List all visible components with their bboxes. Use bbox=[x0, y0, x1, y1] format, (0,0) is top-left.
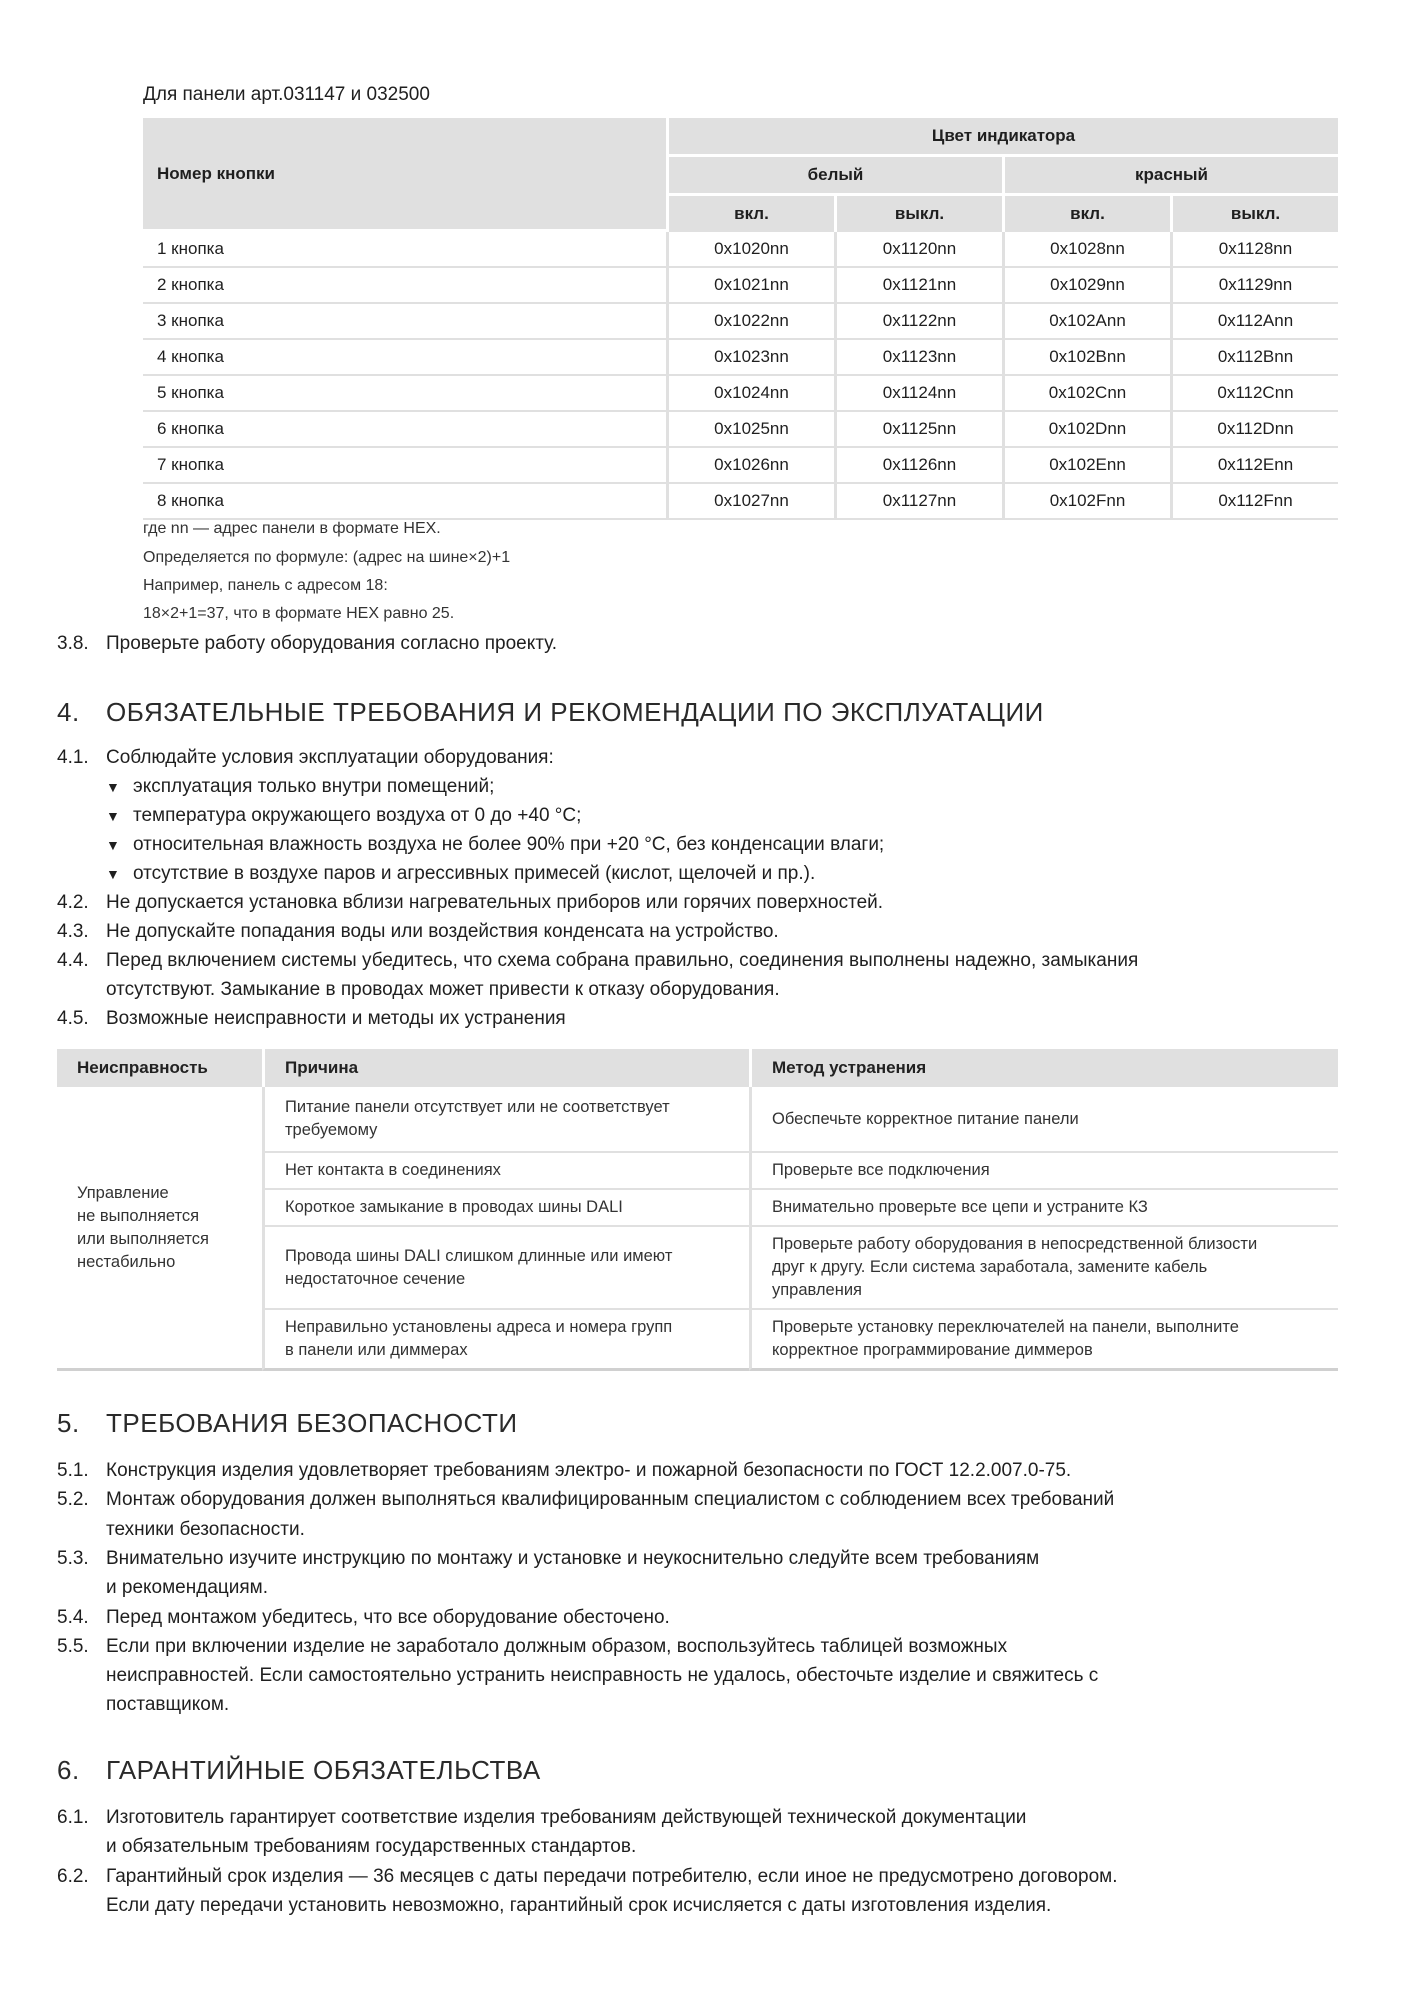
item-number: 4.2. bbox=[57, 892, 89, 913]
item-text: Если дату передачи установить невозможно, гарантийный срок исчисляется с даты изготовления изделия. bbox=[106, 1894, 1052, 1916]
item-text: Возможные неисправности и методы их устранения bbox=[106, 1008, 566, 1029]
item-number: 5.4. bbox=[57, 1606, 89, 1628]
fix-line: Внимательно проверьте все цепи и устраните КЗ bbox=[772, 1198, 1148, 1216]
cause-line: в панели или диммерах bbox=[285, 1341, 468, 1359]
code-red-off: 0x112Cnn bbox=[1170, 376, 1338, 412]
item-text: Если при включении изделие не заработало должным образом, воспользуйтесь таблицей возможных bbox=[106, 1635, 1008, 1657]
button-label: 8 кнопка bbox=[143, 484, 666, 520]
triangle-bullet-icon: ▼ bbox=[106, 808, 120, 824]
fix-line: Проверьте все подключения bbox=[772, 1161, 990, 1179]
section-6-heading bbox=[57, 1755, 1157, 1789]
header-white: белый bbox=[666, 157, 1002, 196]
header-button-number: Номер кнопки bbox=[143, 118, 666, 232]
triangle-bullet-icon: ▼ bbox=[106, 866, 120, 882]
note-line: Например, панель с адресом 18: bbox=[143, 577, 388, 594]
fault-cause bbox=[262, 1227, 749, 1310]
table-row bbox=[143, 376, 1338, 412]
code-white-off: 0x1123nn bbox=[834, 340, 1002, 376]
header-indicator-color: Цвет индикатора bbox=[666, 118, 1338, 157]
button-label: 6 кнопка bbox=[143, 412, 666, 448]
cause-line: Неправильно установлены адреса и номера групп bbox=[285, 1318, 673, 1336]
code-red-off: 0x1128nn bbox=[1170, 232, 1338, 268]
code-red-off: 0x112Bnn bbox=[1170, 340, 1338, 376]
table-row bbox=[143, 340, 1338, 376]
button-label: 7 кнопка bbox=[143, 448, 666, 484]
cause-line: Провода шины DALI слишком длинные или имеют bbox=[285, 1246, 673, 1265]
button-label: 1 кнопка bbox=[143, 232, 666, 268]
fault-fix bbox=[749, 1190, 1338, 1227]
item-number: 4.4. bbox=[57, 950, 89, 971]
code-red-off: 0x112Dnn bbox=[1170, 412, 1338, 448]
code-red-off: 0x112Enn bbox=[1170, 448, 1338, 484]
numbered-item bbox=[0, 1489, 1410, 1515]
bullet-item bbox=[0, 805, 1410, 831]
code-red-off: 0x112Fnn bbox=[1170, 484, 1338, 520]
code-white-on: 0x1021nn bbox=[666, 268, 834, 304]
numbered-item-continued bbox=[0, 1577, 1410, 1603]
item-number: 4.1. bbox=[57, 747, 89, 768]
item-number: 6.2. bbox=[57, 1865, 89, 1887]
section-5-heading bbox=[57, 1408, 1157, 1442]
code-white-off: 0x1122nn bbox=[834, 304, 1002, 340]
bullet-item bbox=[0, 834, 1410, 860]
code-white-off: 0x1127nn bbox=[834, 484, 1002, 520]
item-number: 4.3. bbox=[57, 921, 89, 942]
header-fault: Неисправность bbox=[57, 1049, 262, 1087]
fault-fix bbox=[749, 1227, 1338, 1310]
cause-line: требуемому bbox=[285, 1121, 378, 1139]
bullet-item bbox=[0, 776, 1410, 802]
numbered-item bbox=[0, 1807, 1410, 1833]
fix-line: управления bbox=[772, 1281, 862, 1299]
triangle-bullet-icon: ▼ bbox=[106, 779, 120, 795]
fault-cause bbox=[262, 1087, 749, 1153]
symptom-line: нестабильно bbox=[77, 1252, 176, 1271]
item-text: Конструкция изделия удовлетворяет требованиям электро- и пожарной безопасности по ГОСТ 12.2.007.0-75. bbox=[106, 1460, 1072, 1481]
item-text: Проверьте работу оборудования согласно проекту. bbox=[106, 633, 558, 654]
code-white-off: 0x1121nn bbox=[834, 268, 1002, 304]
header-red: красный bbox=[1002, 157, 1338, 196]
code-red-on: 0x102Ann bbox=[1002, 304, 1170, 340]
code-white-off: 0x1120nn bbox=[834, 232, 1002, 268]
fix-line: друг к другу. Если система заработала, замените кабель bbox=[772, 1258, 1208, 1276]
bullet-text: эксплуатация только внутри помещений; bbox=[133, 776, 495, 797]
section-title: ТРЕБОВАНИЯ БЕЗОПАСНОСТИ bbox=[106, 1408, 518, 1438]
item-4-4 bbox=[0, 950, 1410, 976]
symptom-line: не выполняется bbox=[77, 1206, 200, 1225]
code-red-on: 0x102Fnn bbox=[1002, 484, 1170, 520]
item-text: неисправностей. Если самостоятельно устранить неисправность не удалось, обесточьте изделие и свяжитесь с bbox=[106, 1665, 1099, 1687]
fault-fix bbox=[749, 1310, 1338, 1371]
fault-cause bbox=[262, 1190, 749, 1227]
section-number: 5. bbox=[57, 1408, 80, 1438]
fault-cause bbox=[262, 1153, 749, 1190]
numbered-item bbox=[0, 1460, 1410, 1486]
item-number: 3.8. bbox=[57, 633, 89, 654]
item-text: поставщиком. bbox=[106, 1694, 230, 1716]
code-red-on: 0x102Dnn bbox=[1002, 412, 1170, 448]
item-text: Монтаж оборудования должен выполняться квалифицированным специалистом с соблюдением всех требований bbox=[106, 1489, 1115, 1511]
section-number: 4. bbox=[57, 697, 80, 727]
item-4-5 bbox=[0, 1008, 1410, 1034]
numbered-item-continued bbox=[0, 1665, 1410, 1691]
fix-line: Проверьте работу оборудования в непосредственной близости bbox=[772, 1235, 1258, 1253]
button-label: 4 кнопка bbox=[143, 340, 666, 376]
table-row bbox=[143, 232, 1338, 268]
code-white-off: 0x1126nn bbox=[834, 448, 1002, 484]
table-row bbox=[143, 412, 1338, 448]
code-red-off: 0x112Ann bbox=[1170, 304, 1338, 340]
item-number: 5.3. bbox=[57, 1547, 89, 1569]
item-text: Внимательно изучите инструкцию по монтажу и установке и неукоснительно следуйте всем требованиям bbox=[106, 1547, 1040, 1569]
item-text: Изготовитель гарантирует соответствие изделия требованиям действующей технической документации bbox=[106, 1807, 1027, 1828]
note-line: где nn — адрес панели в формате HEX. bbox=[143, 520, 441, 537]
cause-line: Питание панели отсутствует или не соответствует bbox=[285, 1098, 670, 1116]
bullet-text: температура окружающего воздуха от 0 до +40 °С; bbox=[133, 805, 582, 826]
fault-fix bbox=[749, 1087, 1338, 1153]
symptom-line: Управление bbox=[77, 1183, 169, 1202]
section-number: 6. bbox=[57, 1755, 80, 1785]
fault-fix bbox=[749, 1153, 1338, 1190]
code-white-on: 0x1026nn bbox=[666, 448, 834, 484]
fix-line: Проверьте установку переключателей на панели, выполните bbox=[772, 1318, 1239, 1336]
button-label: 5 кнопка bbox=[143, 376, 666, 412]
code-red-on: 0x102Enn bbox=[1002, 448, 1170, 484]
section-4-heading bbox=[57, 697, 1157, 731]
code-red-on: 0x1028nn bbox=[1002, 232, 1170, 268]
code-red-on: 0x102Bnn bbox=[1002, 340, 1170, 376]
code-white-on: 0x1020nn bbox=[666, 232, 834, 268]
triangle-bullet-icon: ▼ bbox=[106, 837, 120, 853]
header-red-off: выкл. bbox=[1170, 196, 1338, 232]
cause-line: Короткое замыкание в проводах шины DALI bbox=[285, 1198, 623, 1216]
table-row bbox=[143, 268, 1338, 304]
header-red-on: вкл. bbox=[1002, 196, 1170, 232]
item-4-2 bbox=[0, 892, 1410, 918]
code-white-off: 0x1124nn bbox=[834, 376, 1002, 412]
code-white-on: 0x1027nn bbox=[666, 484, 834, 520]
numbered-item bbox=[0, 1866, 1410, 1892]
section-title: ГАРАНТИЙНЫЕ ОБЯЗАТЕЛЬСТВА bbox=[106, 1755, 541, 1785]
fix-line: корректное программирование диммеров bbox=[772, 1341, 1093, 1359]
header-white-on: вкл. bbox=[666, 196, 834, 232]
numbered-item bbox=[0, 1548, 1410, 1574]
bullet-item bbox=[0, 863, 1410, 889]
button-label: 2 кнопка bbox=[143, 268, 666, 304]
table-row bbox=[143, 448, 1338, 484]
button-codes-table bbox=[143, 118, 1338, 520]
header-fix: Метод устранения bbox=[749, 1049, 1338, 1087]
item-text: Не допускайте попадания воды или воздействия конденсата на устройство. bbox=[106, 921, 779, 942]
table-row bbox=[143, 484, 1338, 520]
numbered-item-continued bbox=[0, 1694, 1410, 1720]
numbered-item-continued bbox=[0, 1895, 1410, 1921]
fault-symptom bbox=[57, 1087, 262, 1371]
item-number: 5.5. bbox=[57, 1635, 89, 1657]
fix-line: Обеспечьте корректное питание панели bbox=[772, 1109, 1079, 1128]
table-row bbox=[143, 304, 1338, 340]
symptom-line: или выполняется bbox=[77, 1229, 209, 1248]
bullet-text: относительная влажность воздуха не более 90% при +20 °C, без конденсации влаги; bbox=[133, 834, 885, 855]
code-white-on: 0x1023nn bbox=[666, 340, 834, 376]
note-line: 18×2+1=37, что в формате HEX равно 25. bbox=[143, 605, 455, 622]
numbered-item bbox=[0, 1607, 1410, 1633]
item-text: и рекомендациям. bbox=[106, 1577, 269, 1599]
code-red-off: 0x1129nn bbox=[1170, 268, 1338, 304]
item-text: Перед включением системы убедитесь, что схема собрана правильно, соединения выполнены надежно, замыкания bbox=[106, 950, 1139, 971]
section-title: ОБЯЗАТЕЛЬНЫЕ ТРЕБОВАНИЯ И РЕКОМЕНДАЦИИ ПО ЭКСПЛУАТАЦИИ bbox=[106, 697, 1044, 727]
cause-line: недостаточное сечение bbox=[285, 1269, 466, 1288]
code-white-off: 0x1125nn bbox=[834, 412, 1002, 448]
item-number: 4.5. bbox=[57, 1008, 89, 1029]
cause-line: Нет контакта в соединениях bbox=[285, 1161, 501, 1179]
header-cause: Причина bbox=[262, 1049, 749, 1087]
numbered-item-continued bbox=[0, 1836, 1410, 1862]
item-number: 5.2. bbox=[57, 1489, 89, 1511]
fault-cause bbox=[262, 1310, 749, 1371]
fault-row bbox=[57, 1087, 1338, 1153]
item-3-8 bbox=[0, 633, 1410, 659]
bullet-text: отсутствие в воздухе паров и агрессивных примесей (кислот, щелочей и пр.). bbox=[133, 863, 816, 884]
numbered-item bbox=[0, 1636, 1410, 1662]
button-label: 3 кнопка bbox=[143, 304, 666, 340]
numbered-item-continued bbox=[0, 1519, 1410, 1545]
item-number: 5.1. bbox=[57, 1460, 89, 1481]
item-4-1 bbox=[0, 747, 1410, 773]
item-text: и обязательным требованиям государственных стандартов. bbox=[106, 1836, 637, 1858]
item-text: техники безопасности. bbox=[106, 1518, 305, 1540]
item-text: Перед монтажом убедитесь, что все оборудование обесточено. bbox=[106, 1606, 670, 1628]
faults-table bbox=[57, 1049, 1338, 1371]
item-4-3 bbox=[0, 921, 1410, 947]
code-white-on: 0x1025nn bbox=[666, 412, 834, 448]
item-number: 6.1. bbox=[57, 1807, 89, 1828]
code-white-on: 0x1022nn bbox=[666, 304, 834, 340]
note-line: Определяется по формуле: (адрес на шине×2)+1 bbox=[143, 549, 511, 566]
code-white-on: 0x1024nn bbox=[666, 376, 834, 412]
item-text: Гарантийный срок изделия — 36 месяцев с даты передачи потребителю, если иное не предусмотрено договором. bbox=[106, 1865, 1118, 1887]
header-white-off: выкл. bbox=[834, 196, 1002, 232]
item-text: отсутствуют. Замыкание в проводах может привести к отказу оборудования. bbox=[106, 979, 780, 1000]
item-text: Соблюдайте условия эксплуатации оборудования: bbox=[106, 747, 554, 768]
codes-table-caption: Для панели арт.031147 и 032500 bbox=[143, 84, 430, 105]
code-red-on: 0x102Cnn bbox=[1002, 376, 1170, 412]
item-text: Не допускается установка вблизи нагревательных приборов или горячих поверхностей. bbox=[106, 892, 884, 913]
item-4-4-continued bbox=[0, 979, 1410, 1005]
code-red-on: 0x1029nn bbox=[1002, 268, 1170, 304]
